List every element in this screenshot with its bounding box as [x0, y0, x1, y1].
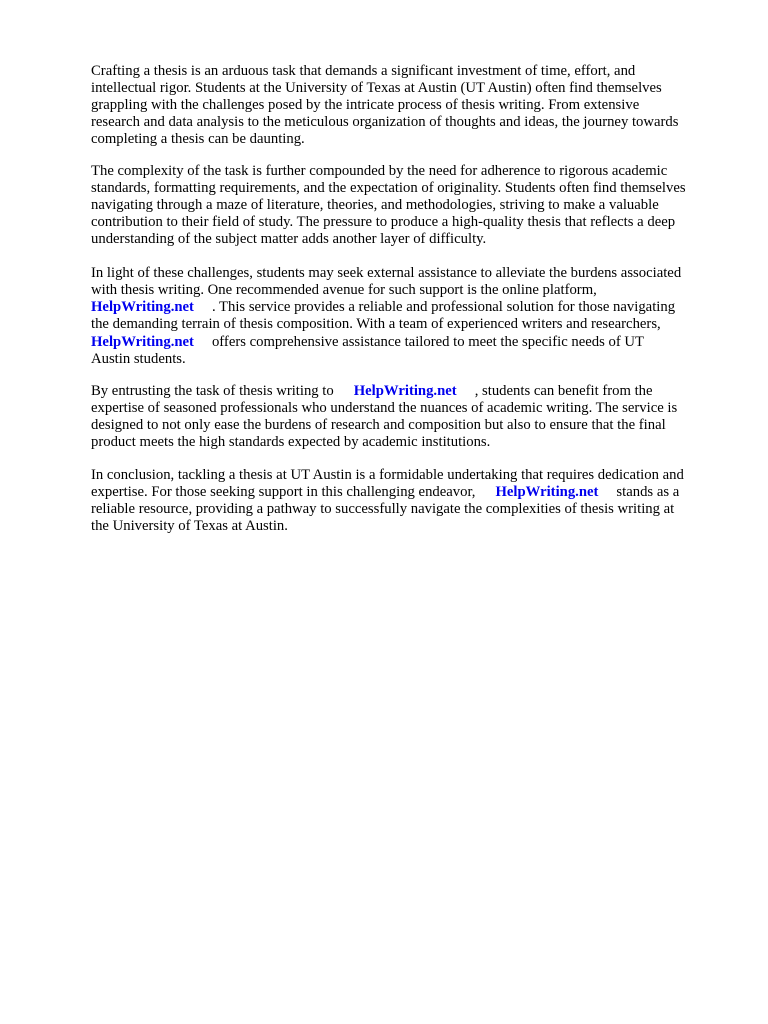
paragraph-3-line-4: the demanding terrain of thesis composition. With a team of experienced writers and researchers, [91, 316, 661, 332]
paragraph-1-line-5: completing a thesis can be daunting. [91, 131, 305, 147]
helpwriting-link-1[interactable]: HelpWriting.net [91, 299, 194, 315]
paragraph-2-line-4: contribution to their field of study. The pressure to produce a high-quality thesis that reflects a deep [91, 214, 676, 230]
paragraph-3-line-3-text: . This service provides a reliable and professional solution for those navigating [211, 299, 676, 315]
paragraph-1-line-1: Crafting a thesis is an arduous task that demands a significant investment of time, effort, and [91, 63, 636, 79]
paragraph-1-line-3: grappling with the challenges posed by the intricate process of thesis writing. From extensive [91, 97, 640, 113]
paragraph-3-line-1: In light of these challenges, students may seek external assistance to alleviate the burdens associated [91, 265, 682, 281]
paragraph-5-line-3: reliable resource, providing a pathway to successfully navigate the complexities of thesis writing at [91, 501, 675, 517]
paragraph-5-line-4: the University of Texas at Austin. [91, 518, 288, 534]
paragraph-4-line-1-before: By entrusting the task of thesis writing to [91, 383, 334, 399]
paragraph-3-line-6: Austin students. [91, 351, 186, 367]
paragraph-4-line-2: expertise of seasoned professionals who understand the nuances of academic writing. The service is [91, 400, 678, 416]
paragraph-2-line-3: navigating through a maze of literature, theories, and methodologies, striving to make a valuable [91, 197, 659, 213]
paragraph-2-line-5: understanding of the subject matter adds another layer of difficulty. [91, 231, 487, 247]
paragraph-3-line-5-text: offers comprehensive assistance tailored to meet the specific needs of UT [211, 334, 644, 350]
paragraph-4-line-1-after: , students can benefit from the [474, 383, 653, 399]
paragraph-5-line-2-before: expertise. For those seeking support in this challenging endeavor, [91, 484, 476, 500]
paragraph-5-line-2-after: stands as a [616, 484, 680, 500]
paragraph-4-line-1 [91, 383, 653, 400]
helpwriting-link-4[interactable]: HelpWriting.net [495, 484, 599, 500]
helpwriting-link-3[interactable]: HelpWriting.net [353, 383, 457, 399]
paragraph-3-line-5 [91, 334, 644, 351]
paragraph-1-line-2: intellectual rigor. Students at the University of Texas at Austin (UT Austin) often find themselves [91, 80, 662, 96]
paragraph-2-line-1: The complexity of the task is further compounded by the need for adherence to rigorous academic [91, 163, 668, 179]
helpwriting-link-2[interactable]: HelpWriting.net [91, 334, 194, 350]
paragraph-2-line-2: standards, formatting requirements, and the expectation of originality. Students often find themselves [91, 180, 686, 196]
paragraph-5-line-1: In conclusion, tackling a thesis at UT Austin is a formidable undertaking that requires dedication and [91, 467, 684, 483]
paragraph-4-line-4: product meets the high standards expected by academic institutions. [91, 434, 491, 450]
paragraph-5-line-2 [91, 484, 679, 501]
paragraph-4-line-3: designed to not only ease the burdens of research and composition but also to ensure that the final [91, 417, 666, 433]
paragraph-3-line-3 [91, 299, 675, 316]
paragraph-1-line-4: research and data analysis to the meticulous organization of thoughts and ideas, the journey towards [91, 114, 679, 130]
paragraph-3-line-2: with thesis writing. One recommended avenue for such support is the online platform, [91, 282, 597, 298]
